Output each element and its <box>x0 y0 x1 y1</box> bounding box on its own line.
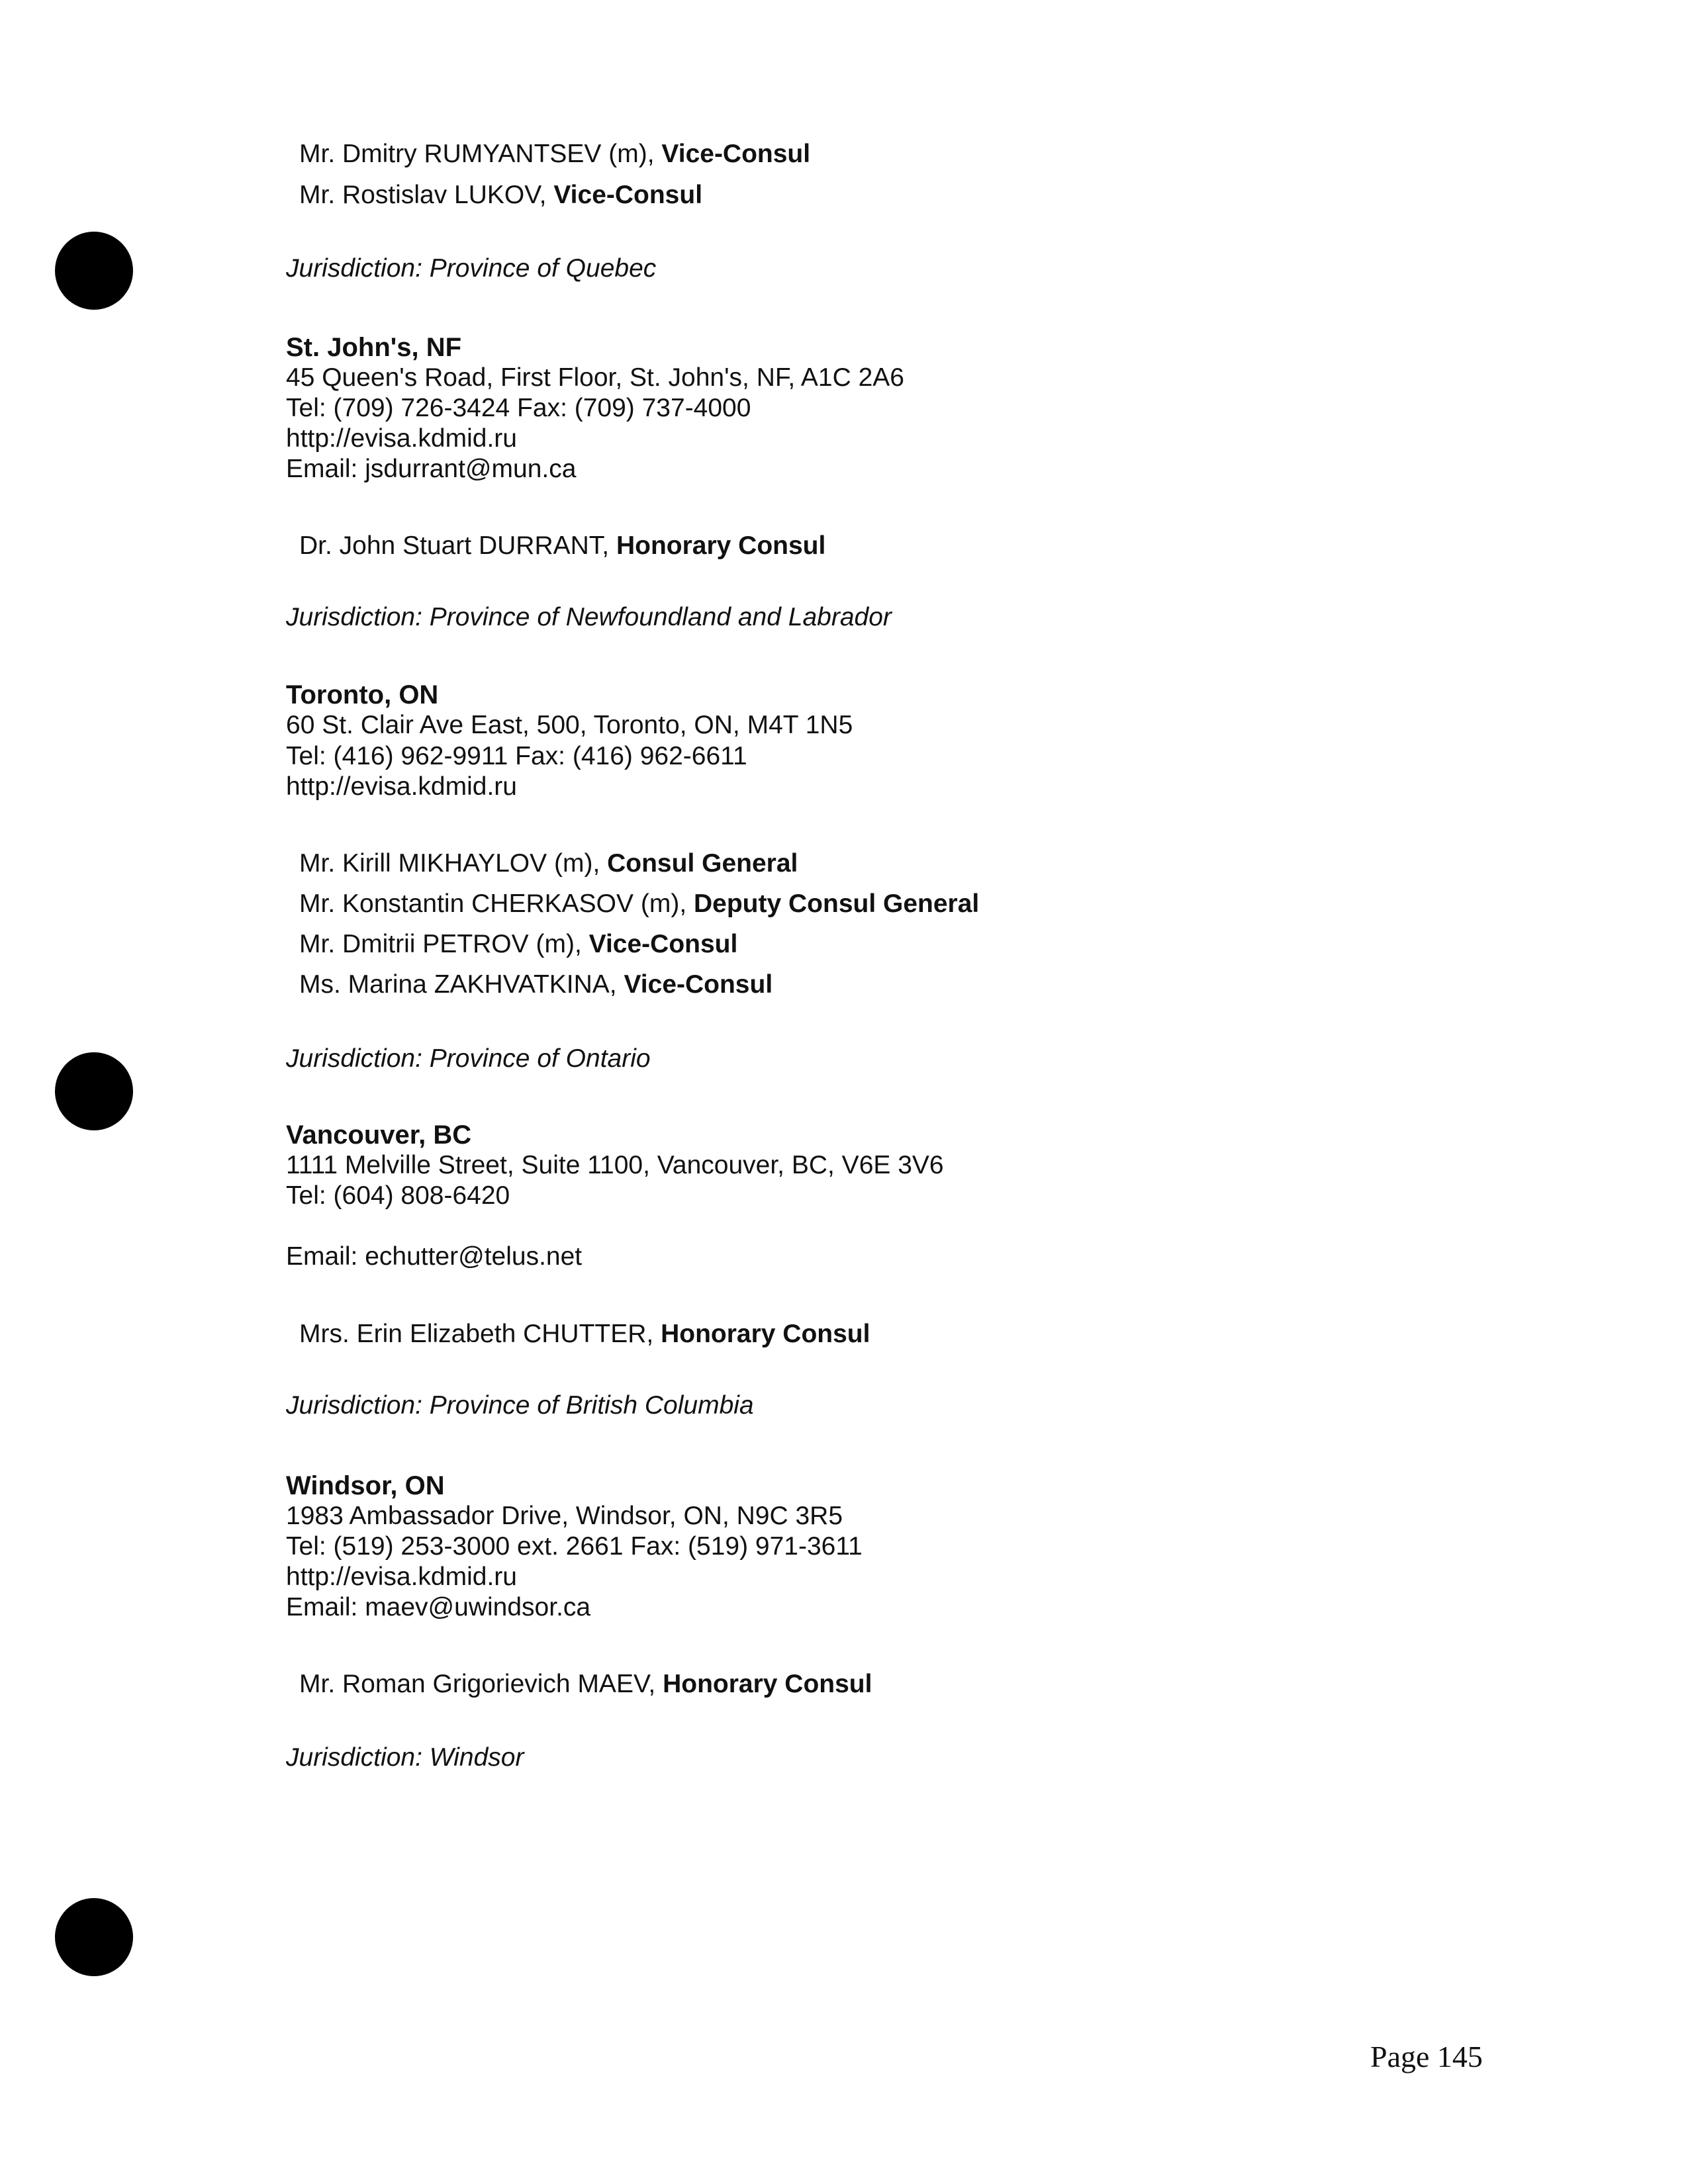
consulate-heading: Toronto, ON <box>286 680 439 709</box>
consulate-phone: Tel: (604) 808-6420 <box>286 1181 510 1210</box>
official-name: Mr. Kirill MIKHAYLOV (m), <box>299 849 608 878</box>
official-entry <box>299 929 737 960</box>
official-title: Honorary Consul <box>663 1670 872 1698</box>
official-name: Mr. Roman Grigorievich MAEV, <box>299 1670 663 1698</box>
consulate-website: http://evisa.kdmid.ru <box>286 424 517 453</box>
jurisdiction-note: Jurisdiction: Province of British Columbia <box>286 1391 754 1420</box>
official-entry <box>299 1319 870 1349</box>
consulate-phone: Tel: (416) 962-9911 Fax: (416) 962-6611 <box>286 742 747 770</box>
jurisdiction-note: Jurisdiction: Province of Quebec <box>286 254 657 283</box>
official-entry <box>299 139 810 169</box>
binder-hole <box>55 1052 133 1130</box>
binder-hole <box>55 232 133 310</box>
consulate-phone: Tel: (519) 253-3000 ext. 2661 Fax: (519) 971-3611 <box>286 1532 863 1561</box>
consulate-address: 1983 Ambassador Drive, Windsor, ON, N9C 3R5 <box>286 1502 843 1530</box>
consulate-address: 45 Queen's Road, First Floor, St. John's, NF, A1C 2A6 <box>286 363 905 392</box>
official-title: Vice-Consul <box>553 181 703 209</box>
official-title: Vice-Consul <box>661 140 811 168</box>
official-name: Mr. Dmitrii PETROV (m), <box>299 930 589 958</box>
official-name: Mrs. Erin Elizabeth CHUTTER, <box>299 1320 661 1348</box>
official-name: Mr. Konstantin CHERKASOV (m), <box>299 889 694 918</box>
official-title: Vice-Consul <box>588 930 738 958</box>
official-title: Consul General <box>607 849 798 878</box>
consulate-address: 1111 Melville Street, Suite 1100, Vancouver, BC, V6E 3V6 <box>286 1151 944 1179</box>
official-entry <box>299 889 979 919</box>
page-number: Page 145 <box>1370 2040 1483 2073</box>
official-title: Honorary Consul <box>616 531 826 560</box>
official-name: Dr. John Stuart DURRANT, <box>299 531 616 560</box>
binder-hole <box>55 1898 133 1976</box>
consulate-address: 60 St. Clair Ave East, 500, Toronto, ON, M4T 1N5 <box>286 711 853 739</box>
consulate-heading: St. John's, NF <box>286 333 462 362</box>
consulate-email: Email: echutter@telus.net <box>286 1242 583 1271</box>
official-name: Mr. Rostislav LUKOV, <box>299 181 554 209</box>
official-entry <box>299 970 773 1000</box>
official-title: Honorary Consul <box>661 1320 870 1348</box>
official-title: Deputy Consul General <box>694 889 980 918</box>
jurisdiction-note: Jurisdiction: Province of Newfoundland and Labrador <box>286 603 892 631</box>
consulate-website: http://evisa.kdmid.ru <box>286 1563 517 1591</box>
jurisdiction-note: Jurisdiction: Windsor <box>286 1743 524 1772</box>
consulate-website: http://evisa.kdmid.ru <box>286 772 517 801</box>
jurisdiction-note: Jurisdiction: Province of Ontario <box>286 1044 651 1073</box>
official-entry <box>299 180 702 210</box>
consulate-heading: Windsor, ON <box>286 1471 445 1500</box>
official-name: Ms. Marina ZAKHVATKINA, <box>299 970 624 999</box>
official-entry <box>299 1669 872 1700</box>
official-entry <box>299 848 798 879</box>
consulate-email: Email: maev@uwindsor.ca <box>286 1593 591 1621</box>
official-title: Vice-Consul <box>624 970 773 999</box>
official-name: Mr. Dmitry RUMYANTSEV (m), <box>299 140 662 168</box>
consulate-email: Email: jsdurrant@mun.ca <box>286 455 577 483</box>
consulate-phone: Tel: (709) 726-3424 Fax: (709) 737-4000 <box>286 394 751 422</box>
consulate-heading: Vancouver, BC <box>286 1120 472 1150</box>
official-entry <box>299 531 825 561</box>
